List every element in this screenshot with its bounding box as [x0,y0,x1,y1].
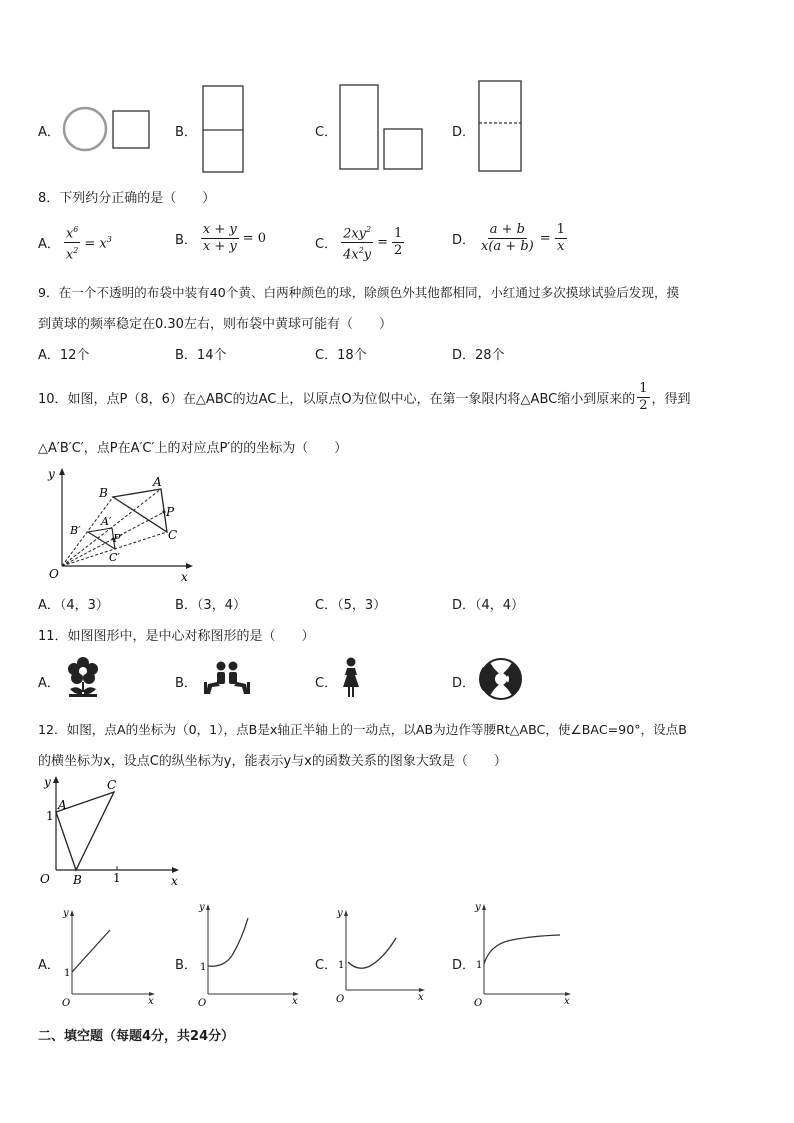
q10-stem-line2: △A′B′C′，点P在A′C′上的对应点P′的的坐标为（ ） [38,441,348,456]
svg-text:y: y [199,902,205,913]
q10-option-d: D．（4，4） [452,598,525,613]
q10-label-c: C [168,528,178,542]
q12-label-1x: 1 [113,871,121,885]
q8-option-c: C． $\frac{2xy^2}{4x^2y}$ = $\frac{1}{2}$ [315,222,404,264]
q9-option-c: C．18个 [315,348,367,363]
svg-text:y: y [63,908,69,919]
q7-option-c-figure [338,83,426,173]
q12-option-c-graph [334,906,430,1006]
svg-text:1: 1 [338,960,345,971]
flower-icon [64,656,102,700]
q9-option-a: A．12个 [38,348,90,363]
q10-label-a: A [153,475,162,489]
svg-text:y: y [337,908,343,919]
q8-stem: 8．下列约分正确的是（ ） [38,191,216,206]
q12-stem-line2: 的横坐标为x，设点C的纵坐标为y，能表示y与x的函数关系的图象大致是（ ） [38,754,507,769]
q12-option-a-label: A． [38,958,60,973]
q11-option-b-label: B． [175,676,197,691]
svg-text:O: O [336,994,345,1005]
q10-figure [40,462,200,588]
q12-origin-label: O [40,872,50,886]
q7-option-c-label: C． [315,125,338,140]
q12-stem-line1: 12．如图，点A的坐标为（0，1），点B是x轴正半轴上的一动点，以AB为边作等腰Rt△ABC，使∠BAC=90°，设点B [38,722,687,737]
q10-option-b: B．（3，4） [175,598,246,613]
svg-text:x: x [418,992,424,1003]
q9-stem-line1: 9．在一个不透明的布袋中装有40个黄、白两种颜色的球，除颜色外其他都相同，小红通过多次摸球试验后发现，摸 [38,285,680,300]
q7-option-b-label: B． [175,125,197,140]
svg-text:y: y [475,902,481,913]
q11-option-a-label: A． [38,676,60,691]
q10-origin-label: O [49,567,59,581]
svg-text:1: 1 [200,962,207,973]
q12-option-b-graph [196,900,304,1008]
q7-option-d-figure [476,78,524,174]
q7-option-d-label: D． [452,125,476,140]
q10-option-c: C．（5，3） [315,598,387,613]
q12-label-c: C [107,778,117,792]
svg-text:O: O [474,998,483,1008]
svg-text:x: x [564,996,570,1007]
q10-label-p1: P′ [113,532,123,545]
q10-label-b1: B′ [70,524,81,537]
svg-text:x: x [292,996,298,1007]
q7-option-a-figure [58,104,158,154]
q12-option-b-label: B． [175,958,197,973]
q12-option-d-graph [472,900,576,1008]
q10-label-c1: C′ [109,551,120,564]
q12-option-d-label: D． [452,958,476,973]
q7-option-a-label: A． [38,125,60,140]
sitting-people-icon [202,660,252,696]
q10-label-a1: A′ [101,515,112,528]
svg-text:x: x [148,996,154,1007]
q8-option-a: A． $\frac{x^6}{x^2}$ = $x^3$ [38,222,112,264]
q8-option-d: D． $\frac{a + b}{x(a + b)}$ = $\frac{1}{x}$ [452,222,565,254]
q10-option-a: A．（4，3） [38,598,109,613]
q11-option-c-label: C． [315,676,338,691]
q12-label-a: A [58,798,67,812]
q12-option-a-graph [60,906,158,1010]
q9-stem-line2: 到黄球的频率稳定在0.30左右，则布袋中黄球可能有（ ） [38,317,392,332]
q10-y-label: y [48,467,55,481]
svg-text:1: 1 [64,968,71,979]
q11-stem: 11．如图图形中，是中心对称图形的是（ ） [38,629,315,644]
svg-text:O: O [198,998,207,1008]
q11-option-d-label: D． [452,676,476,691]
woman-icon [340,657,362,699]
section2-title: 二、填空题（每题4分，共24分） [38,1029,235,1044]
q8-option-b: B． $\frac{x + y}{x + y}$ = 0 [175,222,267,254]
q9-option-d: D．28个 [452,348,505,363]
q9-option-b: B．14个 [175,348,227,363]
q10-label-p: P [166,505,175,519]
q7-option-b-figure [200,84,246,174]
q10-stem-line1: 10．如图，点 P（8，6）在△ABC的边AC上，以原点O为位似中心，在第一象限内将△ABC缩小到原来的 $\frac{1}{2}$ ，得到 [38,381,691,413]
q12-label-b: B [73,873,82,887]
q12-x-label: x [171,874,178,888]
svg-text:1: 1 [476,960,483,971]
q10-x-label: x [181,570,188,584]
lifebuoy-icon [479,657,523,701]
q12-y-label: y [44,775,51,789]
q12-option-c-label: C． [315,958,338,973]
q10-label-b: B [99,486,108,500]
q12-label-1y: 1 [46,809,54,823]
svg-text:O: O [62,998,71,1009]
q12-figure [40,772,190,890]
